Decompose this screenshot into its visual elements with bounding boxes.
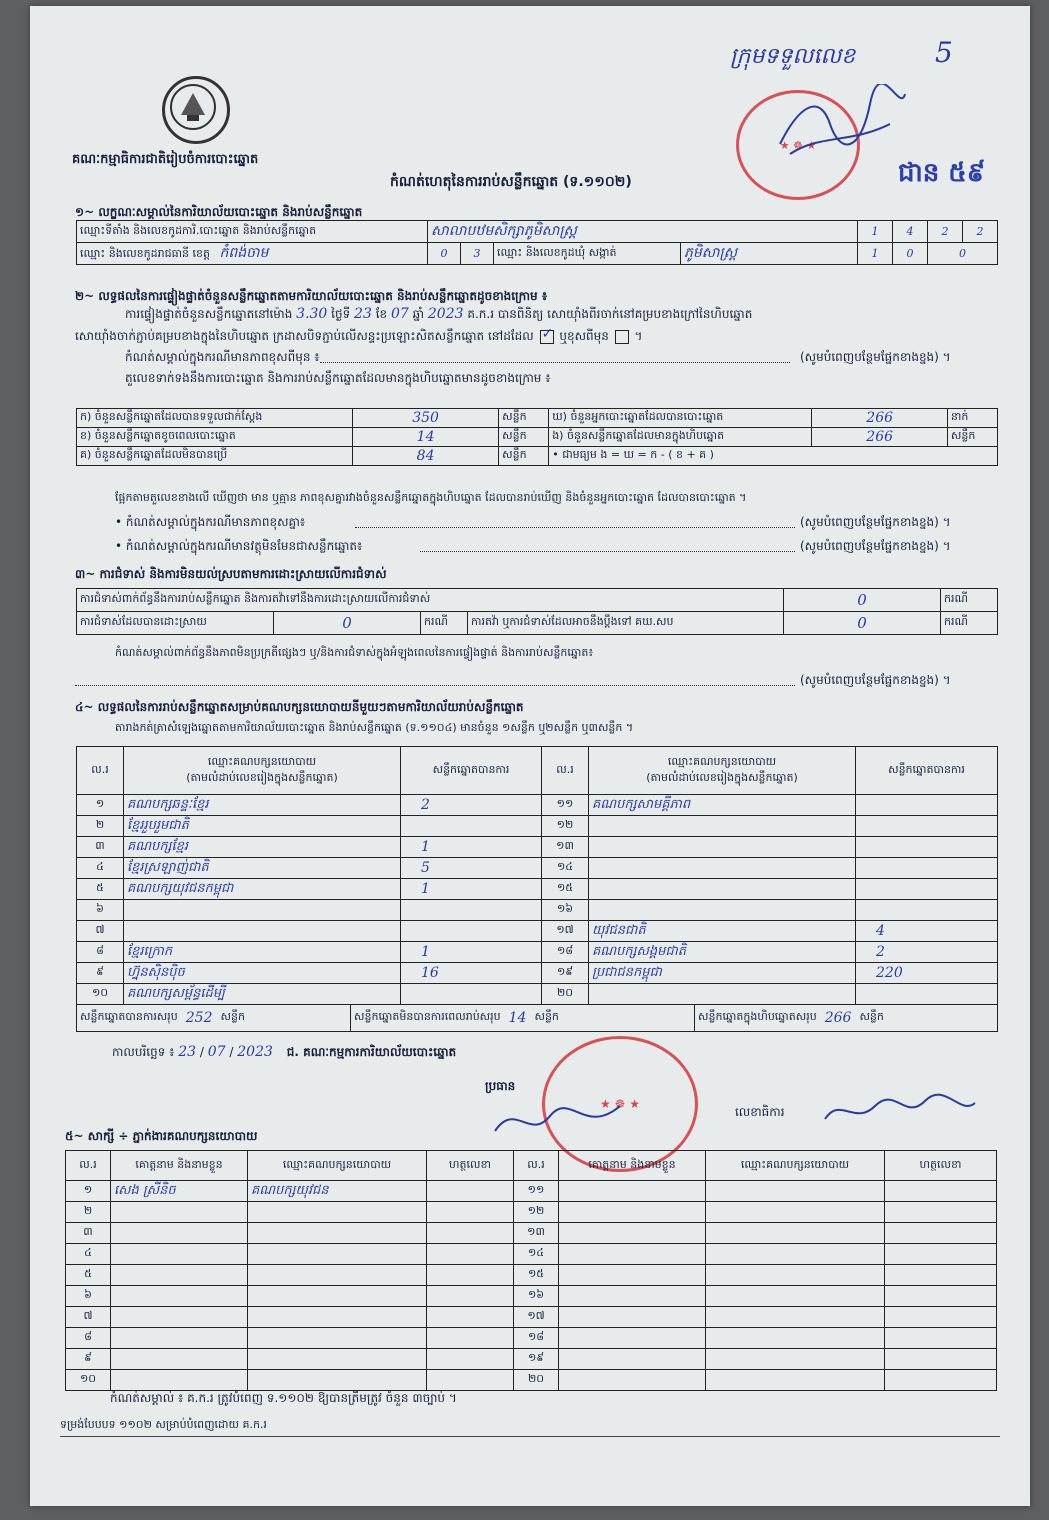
- party-votes: 1: [401, 879, 542, 900]
- witness-name: [559, 1307, 706, 1328]
- witness-name: [559, 1181, 706, 1202]
- col-party: ឈ្មោះគណបក្សនយោបាយ (តាមលំដាប់លេខរៀងក្នុងសន្លឹកឆ្នោត): [589, 747, 856, 795]
- witness-party: [248, 1307, 427, 1328]
- verification-month: 07: [390, 306, 409, 322]
- row-no: ១៥: [542, 879, 589, 900]
- party-votes: 1: [401, 837, 542, 858]
- witness-party: [706, 1265, 885, 1286]
- witness-signature: [427, 1370, 514, 1391]
- row-no: ១០: [66, 1370, 111, 1391]
- figures-row: ខ) ចំនួនសន្លឹកឆ្នោតខូចពេលបោះឆ្នោត 14 សន្លឹក ង) ចំនួនសន្លឹកឆ្នោតដែលមានក្នុងហិបឆ្នោត 266 សន្លឹក: [77, 428, 998, 447]
- results-row: [77, 879, 998, 900]
- row-no: ១២: [542, 816, 589, 837]
- total-valid-box: សន្លឹកឆ្នោតបានការសរុប 252 សន្លឹក: [77, 1005, 351, 1031]
- verification-day: 23: [354, 306, 372, 322]
- irregularity-note: កំណត់សម្គាល់ពាក់ព័ន្ធនឹងភាពមិនប្រក្រតីផ្សេងៗ ឬ/និងការជំទាស់ក្នុងអំឡុងពេលនៃការផ្ទៀងផ្ទាត់ និងការរាប់សន្លឹកឆ្នោត៖: [115, 646, 594, 659]
- party-name: [589, 879, 856, 900]
- chair-signature: [490, 1091, 630, 1151]
- row-no: ៩: [66, 1349, 111, 1370]
- party-name: ប្រជាជនកម្ពុជា: [589, 963, 856, 984]
- party-name: [589, 858, 856, 879]
- witness-name: [559, 1265, 706, 1286]
- witness-name: សេង ស្រីនិច: [111, 1181, 248, 1202]
- witness-signature: [885, 1349, 997, 1370]
- signature-top: [770, 84, 910, 164]
- chair-label: ប្រធាន: [485, 1079, 516, 1093]
- location-digit: 1: [858, 221, 893, 243]
- results-row: [77, 963, 998, 984]
- province-digit: 3: [461, 243, 494, 265]
- row-no: ៧: [77, 921, 124, 942]
- witness-party: [248, 1265, 427, 1286]
- witness-name: [559, 1328, 706, 1349]
- row-no: ២: [66, 1202, 111, 1223]
- province-label-cell: [77, 243, 428, 265]
- verification-year: 2023: [427, 306, 464, 322]
- party-name: ខ្មែរក្រោក: [124, 942, 401, 963]
- witness-party: [248, 1370, 427, 1391]
- total-invalid-box: សន្លឹកឆ្នោតមិនបានការពេលរាប់សរុប 14 សន្លឹក: [351, 1005, 695, 1031]
- fill-more-3: (សូមបំពេញបន្ថែមផ្នែកខាងខ្នង) ។: [800, 539, 951, 553]
- row-no: ៣: [77, 837, 124, 858]
- party-votes: [856, 795, 998, 816]
- party-votes: 5: [401, 858, 542, 879]
- commune-digit: 1: [858, 243, 893, 265]
- section1-heading: ១~ លក្ខណៈសម្គាល់នៃការិយាល័យបោះឆ្នោត និងរាប់សន្លឹកឆ្នោត: [75, 205, 363, 219]
- witness-signature: [885, 1244, 997, 1265]
- form-paper: [30, 6, 1030, 1506]
- row-no: ៨: [66, 1328, 111, 1349]
- witness-signature: [427, 1307, 514, 1328]
- row-no: ១៣: [542, 837, 589, 858]
- witness-name: [111, 1202, 248, 1223]
- witness-signature: [885, 1223, 997, 1244]
- party-name: គណបក្សខ្មែរ: [124, 837, 401, 858]
- witness-name: [111, 1244, 248, 1265]
- party-name: [589, 900, 856, 921]
- sign-day: 23: [178, 1044, 197, 1060]
- row-no: ១៧: [514, 1307, 559, 1328]
- row-no: ១៨: [542, 942, 589, 963]
- witness-party: គណបក្សយុវជន: [248, 1181, 427, 1202]
- location-table: [76, 220, 998, 265]
- witness-name: [111, 1328, 248, 1349]
- row-no: ១៧: [542, 921, 589, 942]
- party-votes: [856, 984, 998, 1005]
- fill-more-2: (សូមបំពេញបន្ថែមផ្នែកខាងខ្នង) ។: [800, 515, 951, 529]
- witness-party: [248, 1202, 427, 1223]
- row-no: ៤: [66, 1244, 111, 1265]
- party-name: គណបក្សសាមគ្គីភាព: [589, 795, 856, 816]
- sign-date-line: កាលបរិច្ឆេទ ៖ 23 / 07 / 2023 ជ. គណៈកម្មការការិយាល័យបោះឆ្នោត: [112, 1044, 457, 1060]
- section4-heading: ៤~ លទ្ធផលនៃការរាប់សន្លឹកឆ្នោតសម្រាប់គណបក្សនយោបាយនីមួយៗតាមការិយាល័យរាប់សន្លឹកឆ្នោត: [75, 700, 524, 714]
- red-seal-top: ★ ☸ ★: [736, 90, 860, 200]
- changed-checkbox[interactable]: [615, 330, 629, 344]
- row-no: ១៣: [514, 1223, 559, 1244]
- witness-signature: [885, 1286, 997, 1307]
- witness-party: [706, 1328, 885, 1349]
- witness-name: [111, 1370, 248, 1391]
- appeal-count: 0: [784, 612, 941, 635]
- results-totals-cell: [77, 1005, 998, 1032]
- witness-name: [559, 1349, 706, 1370]
- row-no: ១១: [542, 795, 589, 816]
- secretary-signature: [820, 1091, 980, 1131]
- comparison-line: ផ្អែកតាមតួលេខខាងលើ ឃើញថា មាន ឬគ្មាន ភាពខុសគ្នារវាងចំនួនសន្លឹកឆ្នោតក្នុងហិបឆ្នោត ដែលបានរាប់ឃើញ និងចំនួនអ្នកបោះឆ្នោត ដែលបានបោះឆ្នោត ។: [115, 491, 747, 504]
- witness-party: [706, 1286, 885, 1307]
- row-no: ៨: [77, 942, 124, 963]
- witness-signature: [427, 1223, 514, 1244]
- verification-line: ការផ្ទៀងផ្ទាត់ចំនួនសន្លឹកឆ្នោតនៅម៉ោង 3.30 ថ្ងៃទី 23 ខែ 07 ឆ្នាំ 2023 គ.ក.រ បានពិនិត្យ សោយ៉ាំងពីរចាក់នៅគម្របខាងក្រៅនៃហិបឆ្នោត: [125, 306, 753, 322]
- witness-party: [248, 1349, 427, 1370]
- seal-status-line: សោយ៉ាំងចាក់ភ្ជាប់គម្របខាងក្នុងនៃហិបឆ្នោត ក្រដាសបិទភ្ជាប់លើសន្ទះប្រឡោះសិតសន្លឹកឆ្នោត នៅដដែល ✓ ឬខុសពីមុន ។: [75, 325, 643, 343]
- witness-name: [559, 1244, 706, 1265]
- difference-note: • កំណត់សម្គាល់ក្នុងករណីមានភាពខុសគ្នា៖: [115, 515, 306, 529]
- location-label: ឈ្មោះទីតាំង និងលេខកូដការិ.បោះឆ្នោត និងរាប់សន្លឹកឆ្នោត: [77, 221, 428, 243]
- results-row: [77, 942, 998, 963]
- party-name: [589, 837, 856, 858]
- witness-signature: [427, 1286, 514, 1307]
- party-votes: [401, 900, 542, 921]
- handwritten-number: 5: [935, 36, 953, 69]
- witness-name: [111, 1286, 248, 1307]
- witness-party: [706, 1349, 885, 1370]
- party-votes: [856, 858, 998, 879]
- commune-value: ភូមិសាស្ត្រ: [681, 243, 858, 265]
- fill-more-4: (សូមបំពេញបន្ថែមផ្នែកខាងខ្នង) ។: [800, 673, 951, 687]
- party-name: ហ្វ៊ុនស៊ិនប៉ិច: [124, 963, 401, 984]
- province-value: កំពង់ចាម: [219, 245, 269, 261]
- total-in-box: 266: [824, 1010, 852, 1026]
- results-table: [76, 746, 998, 1032]
- witness-signature: [427, 1202, 514, 1223]
- complaints-table: [76, 588, 998, 635]
- row-no: ៦: [77, 900, 124, 921]
- total-valid: 252: [185, 1010, 213, 1026]
- object-note: • កំណត់សម្គាល់ក្នុងករណីមានវត្ថុមិនមែនជាសន្លឹកឆ្នោត៖: [115, 539, 363, 553]
- witness-row: [66, 1349, 997, 1370]
- form-reference: ទម្រង់បែបបទ ១១០២ សម្រាប់បំពេញដោយ គ.ក.រ: [60, 1418, 267, 1431]
- section5-heading: ៥~ សាក្សី ÷ ភ្នាក់ងារគណបក្សនយោបាយ: [65, 1129, 258, 1143]
- results-row: [77, 921, 998, 942]
- witness-signature: [427, 1181, 514, 1202]
- row-no: ៥: [77, 879, 124, 900]
- red-seal-bottom: ★ ☸ ★: [542, 1036, 698, 1172]
- total-box: សន្លឹកឆ្នោតក្នុងហិបឆ្នោតសរុប 266 សន្លឹក: [698, 1010, 884, 1026]
- witness-name: [559, 1202, 706, 1223]
- object-note-line: [420, 551, 795, 552]
- party-votes: [856, 879, 998, 900]
- change-note-line: [320, 362, 790, 363]
- row-no: ៥: [66, 1265, 111, 1286]
- party-name: [124, 921, 401, 942]
- row-no: ១: [66, 1181, 111, 1202]
- party-name: គណបក្សឆន្ទៈខ្មែរ: [124, 795, 401, 816]
- witness-signature: [885, 1202, 997, 1223]
- row-no: ២០: [514, 1370, 559, 1391]
- form-title: កំណត់ហេតុនៃការរាប់សន្លឹកឆ្នោត (ទ.១១០២): [390, 174, 632, 190]
- party-votes: 1: [401, 942, 542, 963]
- party-name: [589, 816, 856, 837]
- witness-party: [248, 1244, 427, 1265]
- complaints-label: ការជំទាស់ពាក់ព័ន្ធនឹងការរាប់សន្លឹកឆ្នោត និងការតវ៉ាទៅនឹងការដោះស្រាយលើការជំទាស់: [77, 589, 784, 612]
- sheets-note: តារាងកត់ត្រាសំឡេងឆ្នោតតាមការិយាល័យបោះឆ្នោត និងរាប់សន្លឹកឆ្នោត (ទ.១១០៤) មានចំនួន ១សន្លឹក ឬ២សន្លឹក ឬ៣សន្លឹក ។: [115, 721, 634, 734]
- witness-party: [706, 1202, 885, 1223]
- col-votes: សន្លឹកឆ្នោតបានការ: [856, 747, 998, 795]
- party-votes: [401, 921, 542, 942]
- cases-unit: ករណី: [421, 612, 468, 635]
- witness-party: [248, 1223, 427, 1244]
- witness-party: [248, 1286, 427, 1307]
- footer-rule: [60, 1436, 1000, 1437]
- party-votes: 220: [856, 963, 998, 984]
- witness-name: [111, 1349, 248, 1370]
- witness-signature: [885, 1370, 997, 1391]
- witness-row: [66, 1328, 997, 1349]
- row-no: ១៥: [514, 1265, 559, 1286]
- party-name: យុវជនជាតិ: [589, 921, 856, 942]
- witness-row: [66, 1286, 997, 1307]
- cases-unit: ករណី: [941, 589, 998, 612]
- row-no: ៩: [77, 963, 124, 984]
- results-row: [77, 816, 998, 837]
- party-votes: [401, 816, 542, 837]
- party-name: គណបក្សសម្ព័ន្ធដើម្បី: [124, 984, 401, 1005]
- witness-name: [559, 1370, 706, 1391]
- results-row: [77, 900, 998, 921]
- resolved-count: 0: [274, 612, 421, 635]
- row-no: ១: [77, 795, 124, 816]
- party-votes: [856, 900, 998, 921]
- row-no: ១២: [514, 1202, 559, 1223]
- witness-name: [559, 1223, 706, 1244]
- party-name: ខ្មែរស្រឡាញ់ជាតិ: [124, 858, 401, 879]
- witness-signature: [885, 1265, 997, 1286]
- witness-signature: [427, 1244, 514, 1265]
- row-no: ៣: [66, 1223, 111, 1244]
- unchanged-checkbox[interactable]: ✓: [541, 325, 554, 342]
- party-name: [124, 900, 401, 921]
- verification-time: 3.30: [296, 306, 328, 322]
- commune-digit: 0: [928, 243, 998, 265]
- party-votes: 16: [401, 963, 542, 984]
- witness-signature: [885, 1328, 997, 1349]
- row-no: ១១: [514, 1181, 559, 1202]
- province-digit: 0: [428, 243, 461, 265]
- witness-name: [559, 1286, 706, 1307]
- witness-row: [66, 1181, 997, 1202]
- witness-party: [248, 1328, 427, 1349]
- witness-signature: [427, 1349, 514, 1370]
- witness-party: [706, 1370, 885, 1391]
- witness-party: [706, 1244, 885, 1265]
- results-row: [77, 837, 998, 858]
- province-label: ឈ្មោះ និងលេខកូដរាជធានី ខេត្ត: [80, 247, 210, 260]
- witness-name: [111, 1223, 248, 1244]
- witness-row: [66, 1265, 997, 1286]
- row-no: ១៤: [514, 1244, 559, 1265]
- results-row: [77, 795, 998, 816]
- figures-table: [76, 408, 998, 466]
- row-no: ២: [77, 816, 124, 837]
- emblem-logo: [162, 76, 230, 144]
- row-no: ១០: [77, 984, 124, 1005]
- secretary-label: លេខាធិការ: [735, 1105, 785, 1119]
- col-no: ល.រ: [542, 747, 589, 795]
- party-votes: [856, 837, 998, 858]
- row-no: ១៤: [542, 858, 589, 879]
- party-name: [589, 984, 856, 1005]
- row-no: ២០: [542, 984, 589, 1005]
- witness-row: [66, 1307, 997, 1328]
- difference-note-line: [355, 527, 795, 528]
- party-name: គណបក្សយុវជនកម្ពុជា: [124, 879, 401, 900]
- witness-party: [706, 1223, 885, 1244]
- resolved-label: ការជំទាស់ដែលបានដោះស្រាយ: [77, 612, 274, 635]
- total-invalid: 14: [508, 1010, 527, 1026]
- section2-heading: ២~ លទ្ធផលនៃការផ្ទៀងផ្ទាត់ចំនួនសន្លឹកឆ្នោតតាមការិយាល័យបោះឆ្នោត និងរាប់សន្លឹកឆ្នោតដូចខាងក្រោម ៖: [75, 289, 548, 303]
- party-name: ខ្មែររួបរួមជាតិ: [124, 816, 401, 837]
- cases-unit: ករណី: [941, 612, 998, 635]
- witness-name: [111, 1265, 248, 1286]
- change-note-label: កំណត់សម្គាល់ក្នុងករណីមានភាពខុសពីមុន ៖: [125, 350, 320, 364]
- location-digit: 4: [893, 221, 928, 243]
- witness-name: [111, 1307, 248, 1328]
- row-no: ៤: [77, 858, 124, 879]
- results-row: [77, 858, 998, 879]
- committee-name: គណៈកម្មាធិការជាតិរៀបចំការបោះឆ្នោត: [72, 152, 259, 167]
- location-value: សាលាបឋមសិក្សាភូមិសាស្ត្រ: [428, 221, 858, 243]
- party-votes: 2: [401, 795, 542, 816]
- row-no: ៦: [66, 1286, 111, 1307]
- figures-intro: តួលេខទាក់ទងនឹងការបោះឆ្នោត និងការរាប់សន្លឹកឆ្នោតដែលមានក្នុងហិបឆ្នោតមានដូចខាងក្រោម ៖: [125, 371, 551, 385]
- party-votes: 2: [856, 942, 998, 963]
- handwritten-note: ក្រុមទទួលលេខ: [730, 44, 856, 69]
- row-no: ១៩: [514, 1349, 559, 1370]
- witness-signature: [885, 1181, 997, 1202]
- sign-month: 07: [207, 1044, 226, 1060]
- section3-heading: ៣~ ការជំទាស់ និងការមិនយល់ស្របតាមការដោះស្រាយលើការជំទាស់: [75, 567, 387, 581]
- row-no: ១៨: [514, 1328, 559, 1349]
- party-votes: [856, 816, 998, 837]
- row-no: ១៦: [514, 1286, 559, 1307]
- results-row: [77, 984, 998, 1005]
- col-party: ឈ្មោះគណបក្សនយោបាយ (តាមលំដាប់លេខរៀងក្នុងសន្លឹកឆ្នោត): [124, 747, 401, 795]
- col-no: ល.រ: [77, 747, 124, 795]
- row-no: ១៩: [542, 963, 589, 984]
- witness-signature: [427, 1328, 514, 1349]
- witness-row: [66, 1244, 997, 1265]
- commune-digit: 0: [893, 243, 928, 265]
- fill-more-1: (សូមបំពេញបន្ថែមផ្នែកខាងខ្នង) ។: [800, 350, 951, 364]
- party-votes: 4: [856, 921, 998, 942]
- witness-party: [706, 1307, 885, 1328]
- row-no: ៧: [66, 1307, 111, 1328]
- location-digit: 2: [928, 221, 963, 243]
- commune-label: ឈ្មោះ និងលេខកូដឃុំ សង្កាត់: [494, 243, 681, 265]
- figures-row: ក) ចំនួនសន្លឹកឆ្នោតដែលបានទទួលជាក់ស្តែង 350 សន្លឹក ឃ) ចំនួនអ្នកបោះឆ្នោតដែលបានបោះឆ្នោត 266 នាក់: [77, 409, 998, 428]
- figures-row: គ) ចំនួនសន្លឹកឆ្នោតដែលមិនបានប្រើ 84 សន្លឹក • ជាមធ្យម ង = ឃ = ក - ( ខ + គ ): [77, 447, 998, 466]
- witness-row: [66, 1370, 997, 1391]
- irregularity-note-line: [75, 685, 795, 686]
- sign-year: 2023: [237, 1044, 273, 1060]
- appeal-label: ការតវ៉ា ឬការជំទាស់ដែលអាចនឹងប្តឹងទៅ គឃ.សប: [468, 612, 784, 635]
- row-no: ១៦: [542, 900, 589, 921]
- col-votes: សន្លឹកឆ្នោតបានការ: [401, 747, 542, 795]
- complaints-count: 0: [784, 589, 941, 612]
- witness-row: [66, 1202, 997, 1223]
- party-votes: [401, 984, 542, 1005]
- witness-party: [706, 1181, 885, 1202]
- location-digit: 2: [963, 221, 998, 243]
- witness-row: [66, 1223, 997, 1244]
- party-name: គណបក្សសង្គមជាតិ: [589, 942, 856, 963]
- witness-table: ល.រ គោត្តនាម និងនាមខ្លួន ឈ្មោះគណបក្សនយោបាយ ហត្ថលេខា ល.រ គោត្តនាម និងនាមខ្លួន ឈ្មោះគណបក្សនយោបាយ ហត្ថលេខា ១ សេង ស្រីនិច គណបក្សយុវជន ១១ ២ ១២ ៣ ១៣ ៤ ១៤ ៥ ១៥ ៦ ១៦ ៧ ១៧ ៨ ១៨ ៩ ១៩ ១០ ២០: [65, 1150, 997, 1391]
- witness-signature: [885, 1307, 997, 1328]
- witness-signature: [427, 1265, 514, 1286]
- footer-note: កំណត់សម្គាល់ ៖ គ.ក.រ ត្រូវបំពេញ ទ.១១០២ ឱ្យបានត្រឹមត្រូវ ចំនួន ៣ច្បាប់ ។: [110, 1391, 457, 1405]
- form-code: ជាន ៥៩: [898, 158, 986, 188]
